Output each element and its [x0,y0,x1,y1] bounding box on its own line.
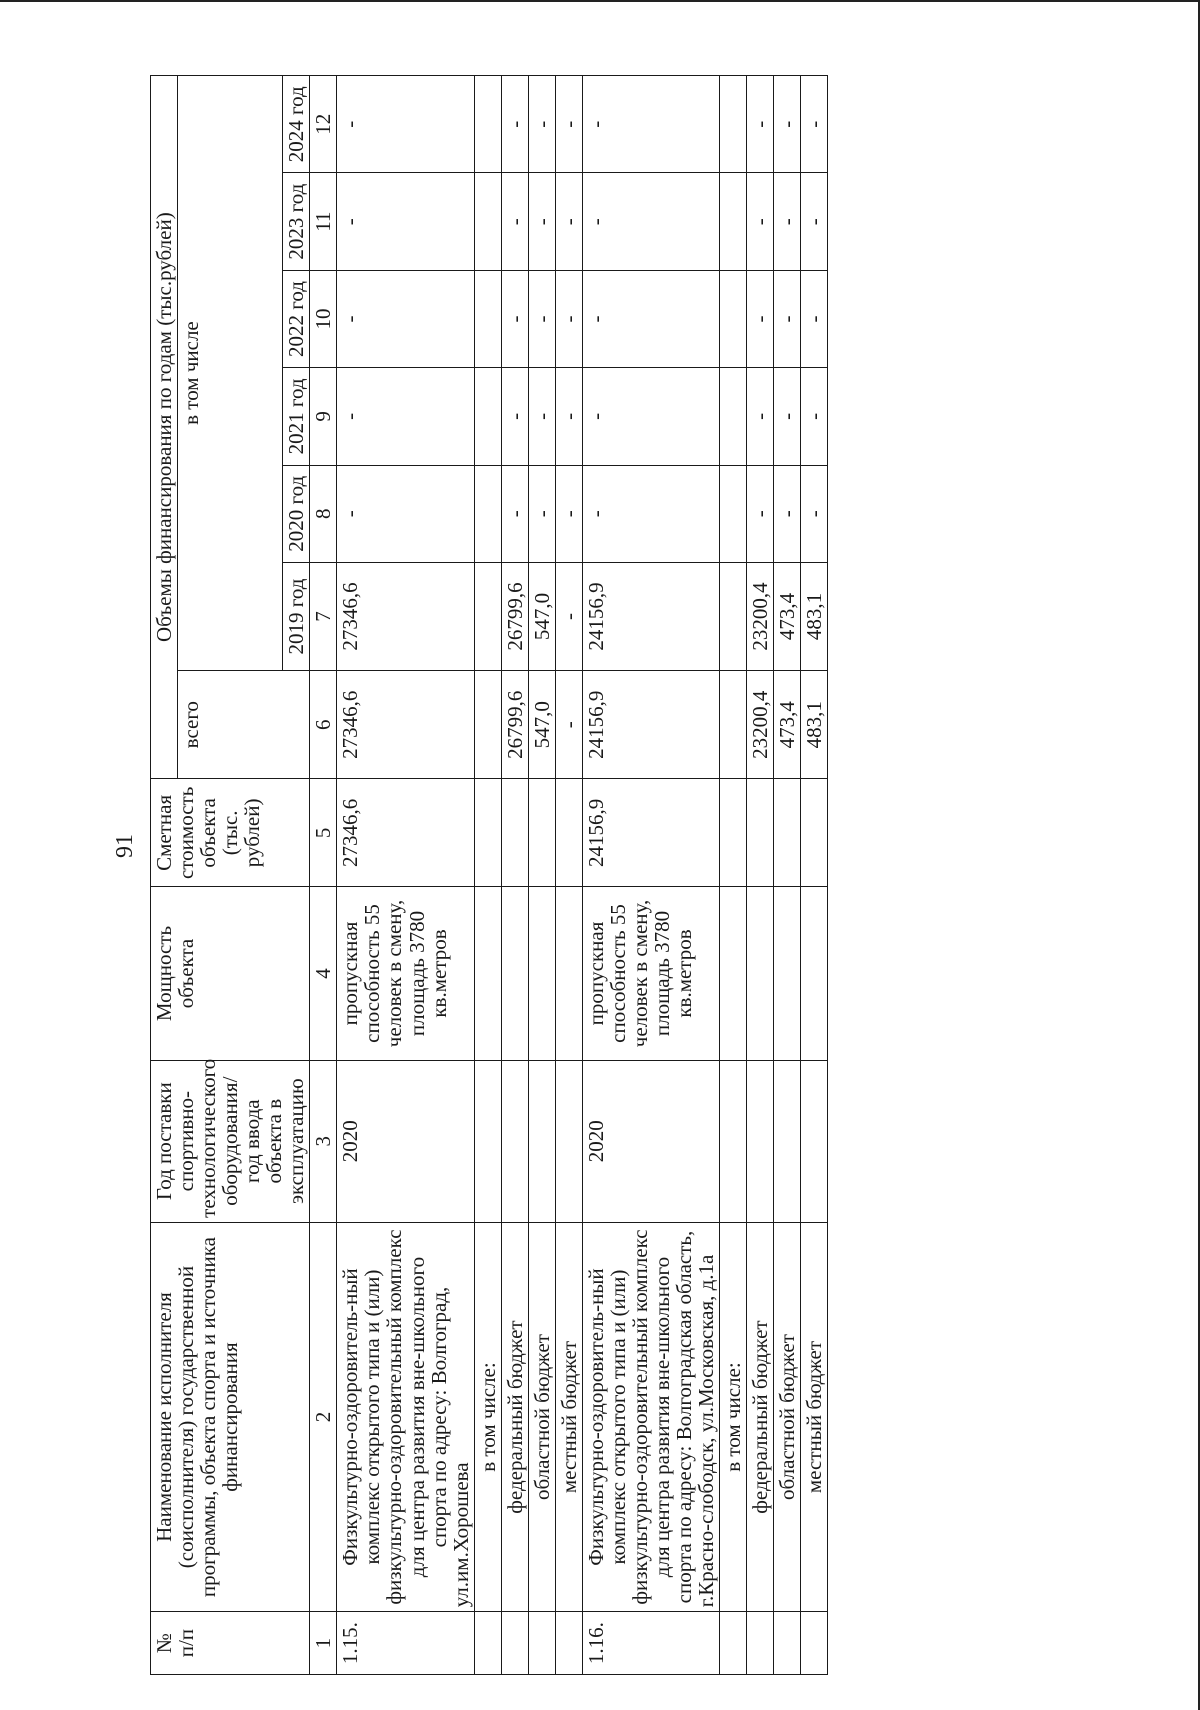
col-number: 3 [310,1060,337,1222]
header-year-2021: 2021 год [283,368,310,465]
funding-2021: - [582,368,719,465]
page-number: 91 [112,834,138,858]
source-2019: 547,0 [528,562,555,670]
source-2023: - [801,173,828,270]
source-2022: - [528,270,555,367]
source-2024: - [555,76,582,174]
including-label: в том числе: [474,1222,501,1611]
object-name: Физкультурно-оздоровитель-ный комплекс открытого типа и (или) физкультурно-оздоровительный комплекс для центра развития вне-школьного спорта по адресу: Волгоградская область, г.Красно-слободск, ул.Московская, д.1а [582,1222,719,1611]
col-number: 8 [310,465,337,562]
funding-2022: - [582,270,719,367]
source-name: местный бюджет [555,1222,582,1611]
header-including: в том числе [178,76,283,671]
funding-2021: - [337,368,474,465]
header-year-2023: 2023 год [283,173,310,270]
header-name: Наименование исполнителя (соисполнителя) государственной программы, объекта спорта и источника финансирования [151,1222,310,1611]
rotated-table-container [150,75,1170,1675]
col-number: 9 [310,368,337,465]
header-total: всего [178,671,310,779]
object-capacity: пропускная способность 55 человек в смену, площадь 3780 кв.метров [582,887,719,1060]
funding-2024: - [337,76,474,174]
source-total: - [555,671,582,779]
col-number: 11 [310,173,337,270]
source-2023: - [501,173,528,270]
funding-2019: 27346,6 [337,562,474,670]
table-row [747,76,774,1675]
source-2021: - [501,368,528,465]
source-2023: - [528,173,555,270]
funding-2023: - [582,173,719,270]
object-year: 2020 [582,1060,719,1222]
source-2021: - [528,368,555,465]
source-name: федеральный бюджет [747,1222,774,1611]
row-number: 1.15. [337,1612,474,1675]
header-year-2024: 2024 год [283,76,310,174]
table-row [720,76,747,1675]
funding-2019: 24156,9 [582,562,719,670]
source-name: областной бюджет [774,1222,801,1611]
source-total: 483,1 [801,671,828,779]
source-name: областной бюджет [528,1222,555,1611]
table-row [528,76,555,1675]
source-2022: - [501,270,528,367]
funding-total: 24156,9 [582,671,719,779]
table-row [474,76,501,1675]
source-2022: - [801,270,828,367]
header-capacity: Мощность объекта [151,887,310,1060]
source-total: 473,4 [774,671,801,779]
page-top-border [0,0,1200,2]
funding-table [150,75,828,1675]
source-2024: - [501,76,528,174]
source-2020: - [555,465,582,562]
source-2021: - [747,368,774,465]
table-row [555,76,582,1675]
header-year-2019: 2019 год [283,562,310,670]
col-number: 10 [310,270,337,367]
source-2019: 473,4 [774,562,801,670]
table-row [501,76,528,1675]
funding-2023: - [337,173,474,270]
source-2020: - [801,465,828,562]
funding-total: 27346,6 [337,671,474,779]
column-numbers-row [310,76,337,1675]
source-2019: 23200,4 [747,562,774,670]
source-2022: - [555,270,582,367]
source-2023: - [774,173,801,270]
source-2019: 26799,6 [501,562,528,670]
source-2023: - [555,173,582,270]
object-name: Физкультурно-оздоровитель-ный комплекс открытого типа и (или) физкультурно-оздоровительный комплекс для центра развития вне-школьного спорта по адресу: Волгоград, ул.им.Хорошева [337,1222,474,1611]
source-name: федеральный бюджет [501,1222,528,1611]
source-total: 26799,6 [501,671,528,779]
col-number: 6 [310,671,337,779]
funding-2024: - [582,76,719,174]
source-2019: 483,1 [801,562,828,670]
table-row [801,76,828,1675]
object-year: 2020 [337,1060,474,1222]
source-2020: - [528,465,555,562]
source-2020: - [747,465,774,562]
header-funding-title: Объемы финансирования по годам (тыс.рублей) [151,76,178,779]
object-capacity: пропускная способность 55 человек в смену, площадь 3780 кв.метров [337,887,474,1060]
source-2021: - [801,368,828,465]
funding-2020: - [582,465,719,562]
object-cost: 24156,9 [582,779,719,887]
funding-2020: - [337,465,474,562]
col-number: 7 [310,562,337,670]
table-header [151,76,337,1675]
source-2024: - [528,76,555,174]
source-2021: - [555,368,582,465]
header-cost: Сметная стоимость объекта (тыс. рублей) [151,779,310,887]
funding-2022: - [337,270,474,367]
source-2024: - [774,76,801,174]
source-2022: - [774,270,801,367]
col-number: 1 [310,1612,337,1675]
table-row [337,76,474,1675]
source-2024: - [801,76,828,174]
header-number: № п/п [151,1612,310,1675]
including-label: в том числе: [720,1222,747,1611]
source-2020: - [774,465,801,562]
source-2019: - [555,562,582,670]
source-2020: - [501,465,528,562]
header-year-2022: 2022 год [283,270,310,367]
col-number: 12 [310,76,337,174]
object-cost: 27346,6 [337,779,474,887]
col-number: 2 [310,1222,337,1611]
source-total: 23200,4 [747,671,774,779]
source-name: местный бюджет [801,1222,828,1611]
header-year: Год поставки спортивно-технологического оборудования/ год ввода объекта в эксплуатацию [151,1060,310,1222]
col-number: 5 [310,779,337,887]
table-row [582,76,719,1675]
row-number: 1.16. [582,1612,719,1675]
col-number: 4 [310,887,337,1060]
source-2024: - [747,76,774,174]
source-2022: - [747,270,774,367]
table-row [774,76,801,1675]
source-total: 547,0 [528,671,555,779]
source-2021: - [774,368,801,465]
header-year-2020: 2020 год [283,465,310,562]
source-2023: - [747,173,774,270]
table-body [337,76,828,1675]
